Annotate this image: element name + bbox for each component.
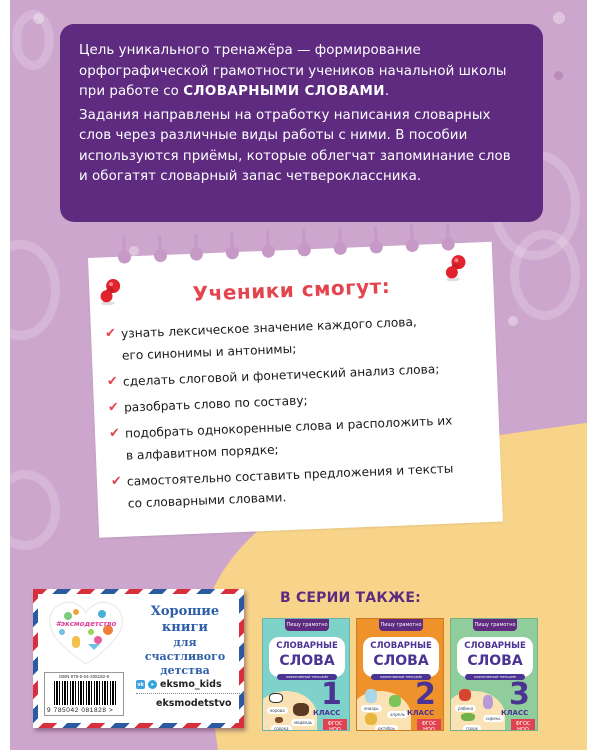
book-word: корова — [267, 707, 288, 714]
series-book-grade-2[interactable] — [356, 618, 444, 731]
note-title: Ученики смогут: — [192, 273, 391, 306]
social-row-kids[interactable] — [136, 676, 246, 693]
tree-illustration — [365, 689, 377, 703]
lilac-illustration — [483, 695, 493, 709]
social-links — [136, 676, 246, 712]
book-badge: Пишу грамотно — [379, 619, 423, 631]
note-hole — [334, 242, 348, 256]
rowan-illustration — [459, 689, 471, 701]
tree-illustration — [389, 695, 401, 707]
decor-dot — [554, 71, 563, 80]
bear-illustration — [293, 703, 309, 716]
book-badge: Пишу грамотно — [473, 619, 517, 631]
envelope-body — [38, 594, 239, 723]
note-hole — [406, 239, 420, 253]
isbn-label: ISBN 978-5-04-208182-8 — [58, 674, 110, 679]
book-word: медведь — [291, 719, 315, 726]
list-item: ✔ подобрать однокоренные слова и расположить их в алфавитном порядке; — [108, 413, 453, 463]
book-subtitle: ЭФФЕКТИВНЫЙ ТРЕНАЖЁР — [277, 674, 337, 680]
grade-label: КЛАСС — [313, 709, 341, 717]
book-badge: Пишу грамотно — [285, 619, 329, 631]
decor-dot — [508, 316, 518, 326]
book-subtitle: ЭФФЕКТИВНЫЙ ТРЕНАЖЁР — [465, 674, 525, 680]
description-paragraph-2: Задания направлены на отработку написания словарных слов через различные виды работы с ними. В пособии используются приёмы, которые облегчат запоминание слов и обогатят словарный запас четвероклассника. — [79, 107, 511, 184]
book-word: октябрь — [375, 725, 398, 731]
grade-label: КЛАСС — [407, 709, 435, 717]
heart-logo-icon — [46, 600, 126, 666]
book-word: январь — [361, 705, 382, 712]
decor-swirl — [10, 470, 60, 550]
skills-list — [105, 308, 489, 519]
fgos-badge: ФГОС НОО — [417, 719, 441, 731]
barcode-bars — [54, 681, 116, 705]
list-item: ✔ сделать слоговой и фонетический анализ слова; — [107, 356, 484, 393]
grade-number: 3 — [509, 677, 530, 712]
book-word: сорока — [271, 725, 292, 731]
series-book-grade-1[interactable] — [262, 618, 350, 731]
note-hole — [262, 245, 276, 259]
skills-note — [88, 242, 503, 538]
note-hole — [441, 237, 455, 251]
vk-icon: vk — [137, 681, 144, 688]
social-row-detstvo[interactable] — [136, 693, 246, 712]
decor-swirl — [10, 240, 60, 340]
telegram-icon: ➤ — [148, 680, 157, 689]
book-title: СЛОВАРНЫЕ СЛОВА — [363, 637, 439, 677]
note-hole — [226, 246, 240, 260]
book-word: рябина — [455, 705, 476, 712]
social-handle: eksmo_kids — [160, 679, 222, 690]
grade-number: 2 — [415, 677, 436, 712]
checkmark-icon: ✔ — [107, 399, 120, 416]
publisher-envelope — [33, 589, 244, 728]
note-hole — [370, 240, 384, 254]
book-word: апрель — [387, 711, 408, 718]
list-item: ✔ узнать лексическое значение каждого слова, его синонимы и антонимы; — [104, 314, 418, 363]
description-paragraph-1: Цель уникального тренажёра — формирование орфографической грамотности учеников начальной школы при работе со СЛОВАРНЫМИ СЛОВАМИ. — [79, 43, 507, 99]
barcode-number: 9 785042 081828 > — [47, 707, 114, 714]
decor-dot — [553, 12, 565, 24]
grade-label: КЛАСС — [501, 709, 529, 717]
note-hole — [118, 250, 132, 264]
checkmark-icon: ✔ — [108, 425, 121, 442]
isbn-barcode — [44, 672, 124, 716]
list-item: ✔ самостоятельно составить предложения и тексты со словарными словами. — [110, 461, 454, 511]
back-cover — [10, 0, 587, 750]
book-title: СЛОВАРНЫЕ СЛОВА — [269, 637, 345, 677]
hashtag-label: #эксмодетство — [56, 620, 117, 628]
social-handle: eksmodetstvo — [156, 697, 232, 709]
note-hole — [154, 249, 168, 263]
book-word: сирень — [483, 715, 504, 722]
series-book-grade-3[interactable] — [450, 618, 538, 731]
bird-illustration — [275, 717, 283, 723]
series-title: В СЕРИИ ТАКЖЕ: — [280, 590, 421, 606]
slogan: Хорошие книги для счастливого детства — [144, 604, 226, 677]
book-word: горох — [463, 725, 481, 731]
fgos-badge: ФГОС НОО — [511, 719, 535, 731]
peas-illustration — [461, 713, 475, 721]
checkmark-icon: ✔ — [104, 325, 117, 342]
book-title: СЛОВАРНЫЕ СЛОВА — [457, 637, 533, 677]
grade-number: 1 — [321, 677, 342, 712]
tree-illustration — [365, 713, 377, 725]
note-hole — [298, 243, 312, 257]
description-box — [60, 24, 543, 222]
decor-dot — [33, 13, 44, 24]
fgos-badge: ФГОС НОО — [323, 719, 347, 731]
cow-illustration — [269, 693, 283, 703]
list-item: ✔ разобрать слово по составу; — [108, 382, 485, 419]
checkmark-icon: ✔ — [110, 473, 123, 490]
book-subtitle: ЭФФЕКТИВНЫЙ ТРЕНАЖЁР — [371, 674, 431, 680]
checkmark-icon: ✔ — [106, 373, 119, 390]
note-hole — [190, 247, 204, 261]
highlight-text: СЛОВАРНЫМИ СЛОВАМИ — [183, 84, 385, 99]
